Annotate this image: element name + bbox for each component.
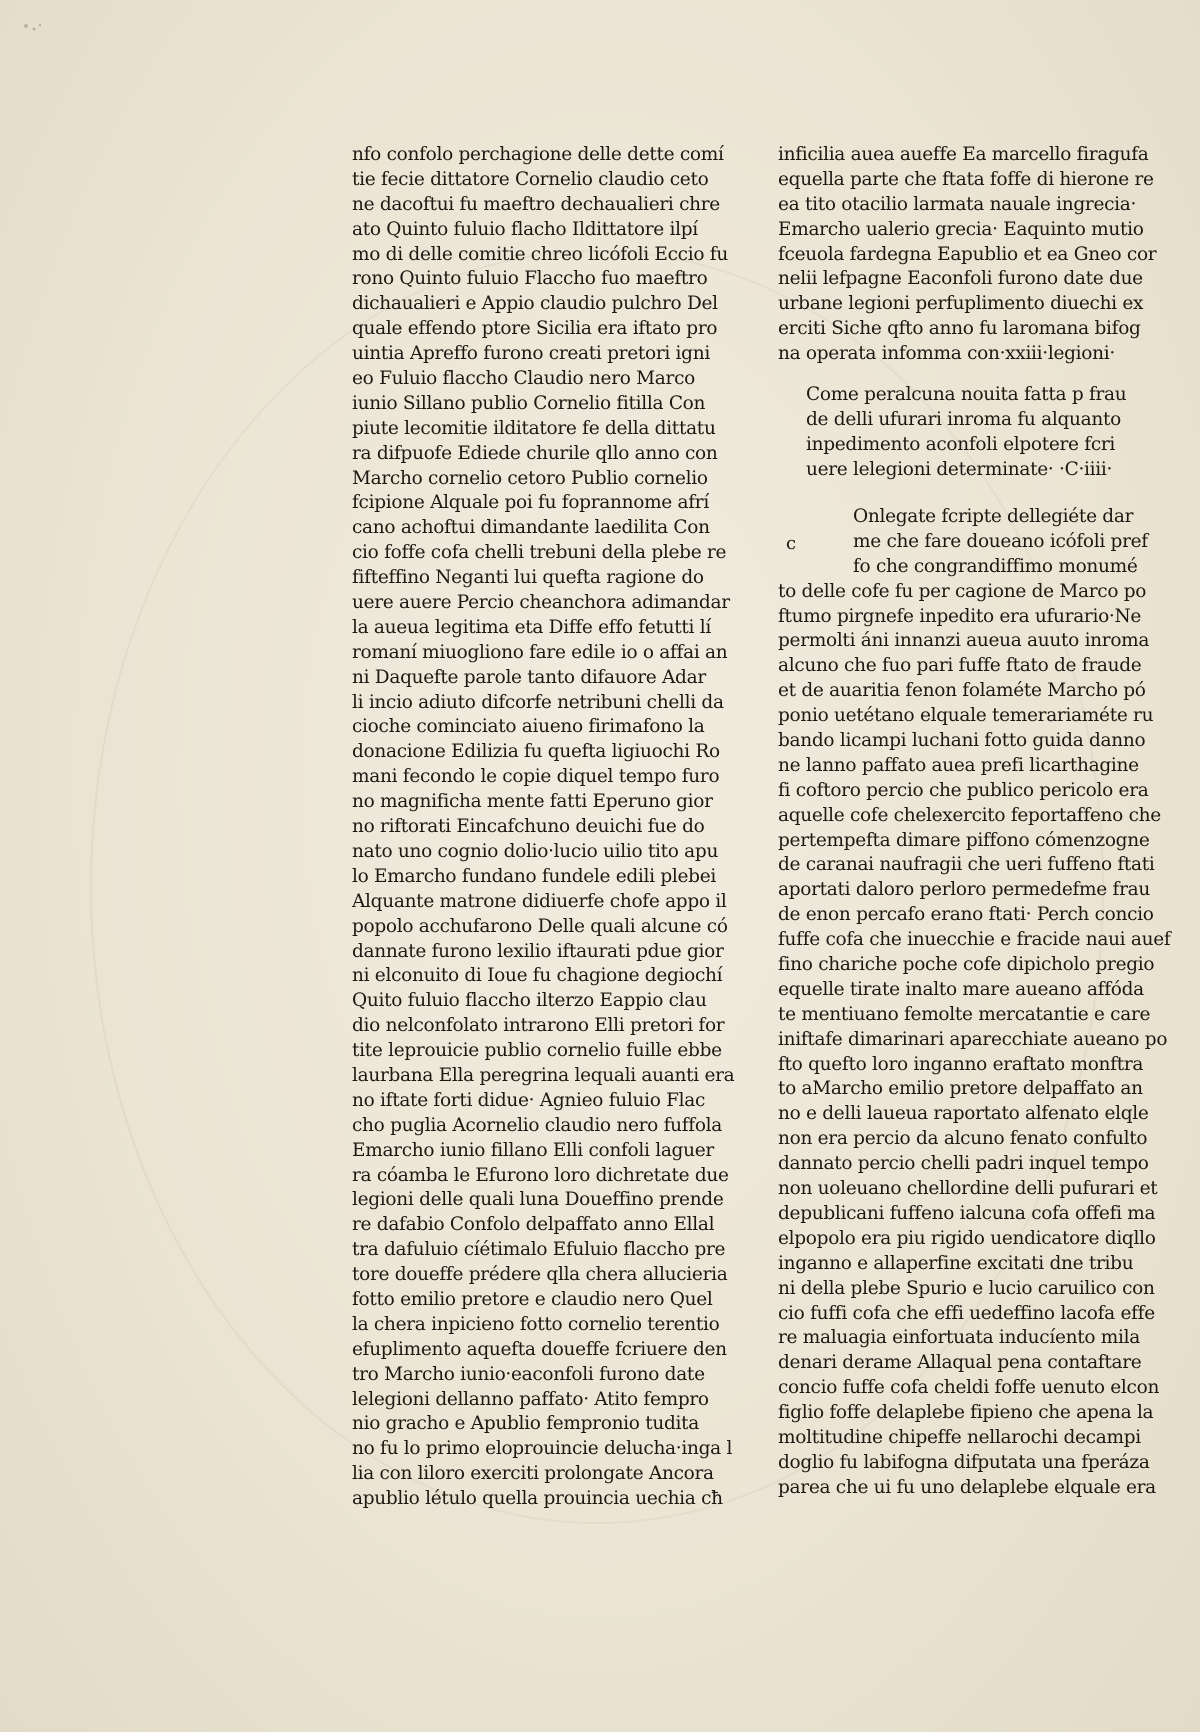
text-line: lo Emarcho fundano fundele edili plebei — [352, 865, 716, 887]
text-line: Onlegate fcripte dellegiéte dar — [853, 506, 1134, 527]
text-line: no e delli laueua raportato alfenato elqle — [778, 1103, 1149, 1125]
text-line: elpopolo era piu rigido uendicatore diqllo — [778, 1227, 1156, 1249]
text-line: me che fare doueano icófoli pref — [853, 530, 1148, 552]
text-line: no riftorati Eincafchuno deuichi fue do — [352, 816, 705, 838]
text-line: figlio foffe delaplebe fipieno che apena la — [778, 1402, 1154, 1424]
text-line: inganno e allaperfine excitati dne tribu — [778, 1252, 1134, 1274]
text-line: ni Daquefte parole tanto difauore Adar — [352, 666, 706, 688]
text-line: iniftafe dimarinari aparecchiate aueano po — [778, 1028, 1168, 1050]
text-line: ato Quinto fuluio flacho Ildittatore ilpí — [352, 218, 698, 240]
text-line: parea che ui fu uno delaplebe elquale era — [778, 1476, 1156, 1498]
text-line: eo Fuluio flaccho Claudio nero Marco — [352, 368, 695, 390]
text-line: fotto emilio pretore e claudio nero Quel — [352, 1288, 713, 1310]
text-line: urbane legioni perfuplimento diuechi ex — [778, 293, 1144, 315]
text-line: Marcho cornelio cetoro Publio cornelio — [352, 467, 708, 489]
text-line: ni elconuito di Ioue fu chagione degiochí — [352, 965, 723, 987]
text-line: quale effendo ptore Sicilia era iftato pro — [352, 318, 718, 340]
text-line: na operata infomma con·xxiii·legioni· — [778, 343, 1115, 365]
text-line: concio fuffe cofa cheldi foffe uenuto elcon — [778, 1377, 1160, 1399]
text-line: dio nelconfolato intrarono Elli pretori for — [352, 1015, 725, 1037]
text-line: fceuola fardegna Eapublio et ea Gneo cor — [778, 243, 1157, 265]
text-line: cio fuffi cofa che effi uedeffino lacofa effe — [778, 1302, 1155, 1324]
right-text-column — [778, 143, 1157, 367]
text-line: tite leprouicie publio cornelio fuille ebbe — [352, 1040, 722, 1062]
text-line: permolti áni innanzi aueua auuto inroma — [778, 630, 1150, 652]
text-line: non era percio da alcuno fenato confulto — [778, 1128, 1148, 1150]
text-line: legioni delle quali luna Doueffino prende — [352, 1189, 724, 1211]
text-line: de caranai naufragii che ueri fuffeno ftati — [778, 854, 1155, 876]
text-line: ne dacoftui fu maeftro dechaualieri chre — [352, 193, 720, 215]
text-line: fi coftoro percio che publico pericolo era — [778, 779, 1149, 801]
text-line: tore doueffe prédere qlla chera allucieria — [352, 1264, 728, 1286]
text-line: cano achoftui dimandante laedilita Con — [352, 517, 710, 539]
text-line: li incio adiuto difcorfe netribuni chelli da — [352, 691, 724, 713]
ink-stain — [20, 20, 46, 38]
text-line: dichaualieri e Appio claudio pulchro Del — [352, 293, 718, 315]
text-line: tra dafuluio cíétimalo Efuluio flaccho pre — [352, 1239, 726, 1261]
text-line: alcuno che fuo pari fuffe ftato de fraude — [778, 655, 1142, 677]
text-line: efuplimento aquefta doueffe fcriuere den — [352, 1338, 727, 1360]
text-line: fino chariche poche cofe dipicholo pregio — [778, 954, 1155, 976]
text-line: ponio uetétano elquale temerariaméte ru — [778, 705, 1154, 727]
text-line: inficilia auea aueffe Ea marcello firagufa — [778, 144, 1149, 165]
text-line: uere auere Percio cheanchora adimandar — [352, 592, 730, 614]
text-line: laurbana Ella peregrina lequali auanti era — [352, 1064, 735, 1086]
heading-line: de delli ufurari inroma fu alquanto — [806, 408, 1121, 430]
text-line: Alquante matrone didiuerfe chofe appo il — [352, 890, 727, 912]
text-line: depublicani fuffeno ialcuna cofa offefi ma — [778, 1202, 1156, 1224]
text-line: equella parte che ftata foffe di hierone re — [778, 168, 1154, 190]
text-line: doglio fu labifogna difputata una fperáza — [778, 1451, 1150, 1473]
text-line: fto quefto loro inganno eraftato monftra — [778, 1053, 1144, 1075]
text-line: re maluagia einfortuata inducíento mila — [778, 1327, 1140, 1349]
text-line: dannate furono lexilio iftaurati pdue gior — [352, 940, 724, 962]
text-line: rono Quinto fuluio Flaccho fuo maeftro — [352, 268, 708, 290]
text-line: aquelle cofe chelexercito feportaffeno che — [778, 804, 1161, 826]
text-line: fcipione Alquale poi fu foprannome afrí — [352, 492, 709, 514]
text-line: aportati daloro perloro permedefme frau — [778, 879, 1150, 901]
text-line: cioche cominciato aiueno firimafono la — [352, 716, 705, 738]
text-line: equelle tirate inalto mare aueano affóda — [778, 978, 1144, 1000]
text-line: no fu lo primo eloprouincie delucha·inga l — [352, 1438, 733, 1460]
text-line: nato uno cognio dolio·lucio uilio tito apu — [352, 840, 719, 862]
text-line: ni della plebe Spurio e lucio caruilico con — [778, 1277, 1155, 1299]
chapter-heading — [806, 383, 1126, 483]
text-line: to aMarcho emilio pretore delpaffato an — [778, 1078, 1143, 1100]
text-line: de enon percafo erano ftati· Perch concio — [778, 904, 1154, 926]
text-line: romaní miuogliono fare edile io o affai an — [352, 641, 728, 663]
text-line: Emarcho ualerio grecia· Eaquinto mutio — [778, 218, 1144, 240]
text-line: ne lanno paffato auea prefi licarthagine — [778, 754, 1139, 776]
chapter-body-lines — [778, 580, 1170, 1501]
text-line: to delle cofe fu per cagione de Marco po — [778, 580, 1147, 602]
text-line: la aueua legitima eta Diffe effo fetutti lí — [352, 616, 711, 638]
initial-indented-lines — [778, 505, 1170, 580]
text-line: uintia Apreffo furono creati pretori igni — [352, 343, 710, 365]
text-line: te mentiuano femolte mercatantie e care — [778, 1003, 1151, 1025]
text-line: tie fecie dittatore Cornelio claudio ceto — [352, 168, 709, 190]
text-line: Emarcho iunio fillano Elli confoli laguer — [352, 1139, 714, 1161]
text-line: fifteffino Neganti lui quefta ragione do — [352, 567, 704, 589]
text-line: moltitudine chipeffe nellarochi decampi — [778, 1426, 1141, 1448]
text-line: ra difpuofe Ediede churile qllo anno con — [352, 442, 718, 464]
text-line: non uoleuano chellordine delli pufurari et — [778, 1178, 1158, 1200]
text-line: nelii lefpagne Eaconfoli furono date due — [778, 268, 1143, 290]
text-line: lia con liloro exerciti prolongate Ancora — [352, 1463, 714, 1485]
text-line: nio gracho e Apublio fempronio tudita — [352, 1413, 699, 1435]
heading-line: Come peralcuna nouita fatta p frau — [806, 384, 1127, 405]
left-text-column — [352, 143, 735, 1512]
guide-letter: c — [786, 533, 797, 554]
text-line: lelegioni dellanno paffato· Atito fempro — [352, 1388, 709, 1410]
text-line: iunio Sillano publio Cornelio fitilla Con — [352, 392, 706, 414]
text-line: no magnificha mente fatti Eperuno gior — [352, 791, 713, 813]
text-line: Quito fuluio flaccho ilterzo Eappio clau — [352, 990, 707, 1012]
text-line: popolo acchufarono Delle quali alcune có — [352, 915, 728, 937]
text-line: dannato percio chelli padri inquel tempo — [778, 1153, 1149, 1175]
text-line: tro Marcho iunio·eaconfoli furono date — [352, 1363, 705, 1385]
text-line: fo che congrandiffimo monumé — [853, 555, 1138, 577]
text-line: cho puglia Acornelio claudio nero fuffola — [352, 1114, 723, 1136]
text-line: ftumo pirgnefe inpedito era ufurario·Ne — [778, 605, 1142, 627]
text-line: donacione Edilizia fu quefta ligiuochi Ro — [352, 741, 720, 763]
text-line: et de auaritia fenon folaméte Marcho pó — [778, 680, 1146, 702]
text-line: ea tito otacilio larmata nauale ingrecia· — [778, 193, 1137, 215]
text-line: re dafabio Confolo delpaffato anno Ellal — [352, 1214, 715, 1236]
text-line: apublio létulo quella prouincia uechia cħ — [352, 1488, 723, 1510]
chapter-body — [778, 505, 1170, 1501]
text-line: la chera inpicieno fotto cornelio terentio — [352, 1313, 720, 1335]
text-line: no iftate forti didue· Agnieo fuluio Flac — [352, 1089, 706, 1111]
text-line: mani fecondo le copie diquel tempo furo — [352, 766, 720, 788]
heading-line: inpedimento aconfoli elpotere fcri — [806, 433, 1116, 455]
text-line: piute lecomitie ilditatore fe della dittatu — [352, 417, 716, 439]
text-line: cio foffe cofa chelli trebuni della plebe re — [352, 542, 727, 564]
text-line: denari derame Allaqual pena contaftare — [778, 1352, 1142, 1374]
text-line: bando licampi luchani fotto guida danno — [778, 730, 1146, 752]
heading-line: uere lelegioni determinate· ·C·iiii· — [806, 458, 1113, 480]
text-line: pertempefta dimare piffono cómenzogne — [778, 829, 1150, 851]
text-line: mo di delle comitie chreo licófoli Eccio fu — [352, 243, 728, 265]
text-line: ra cóamba le Efurono loro dichretate due — [352, 1164, 729, 1186]
text-line: erciti Siche qfto anno fu laromana bifog — [778, 318, 1141, 340]
text-line: fuffe cofa che inuecchie e fracide naui auef — [778, 929, 1171, 951]
text-line: nfo confolo perchagione delle dette comí — [352, 144, 724, 165]
